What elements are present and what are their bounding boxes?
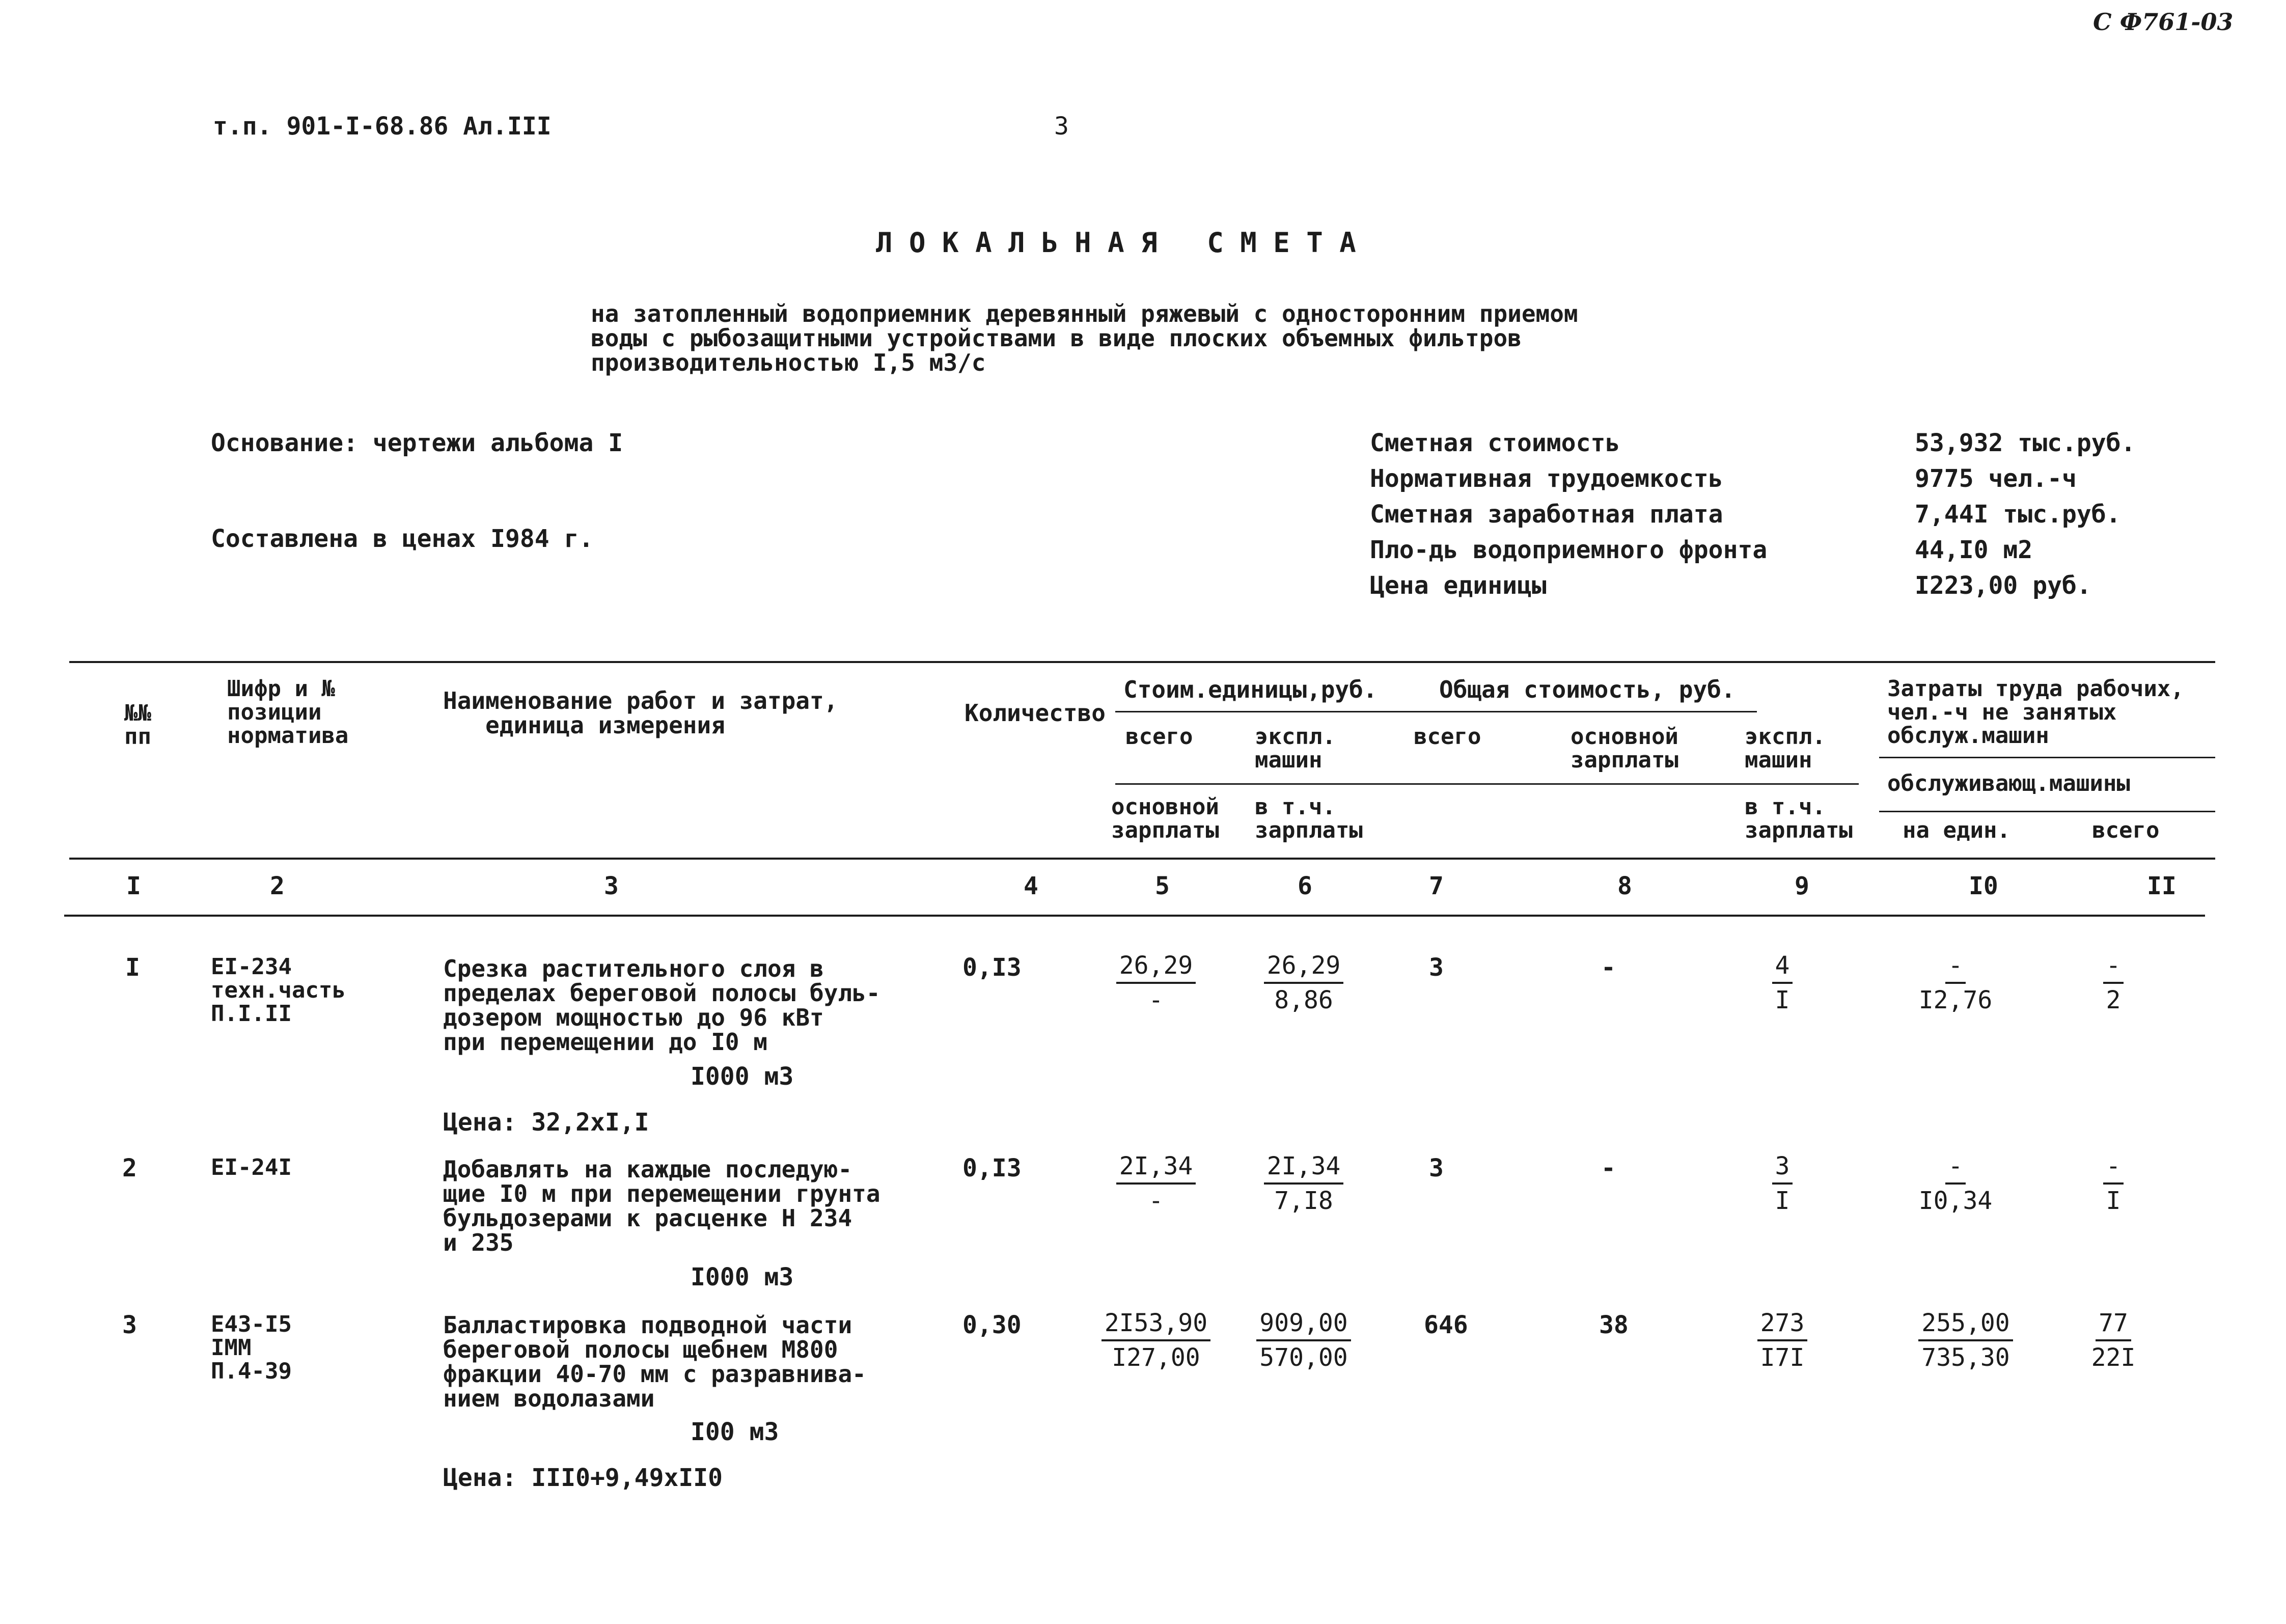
summary-label: Цена единицы xyxy=(1370,571,1547,600)
column-number: 5 xyxy=(1155,872,1170,900)
row-col5 xyxy=(1095,1307,1217,1374)
summary-value: 53,932 тыс.руб. xyxy=(1915,429,2136,457)
row-col9 xyxy=(1742,1307,1823,1374)
column-number: 9 xyxy=(1795,872,1809,900)
value-top: - xyxy=(2103,1150,2124,1185)
column-number: 2 xyxy=(270,872,285,900)
header-labor-sub: обслуживающ.машины xyxy=(1887,770,2130,796)
row-code: E43-I5 IMM П.4-39 xyxy=(211,1311,292,1384)
row-col6 xyxy=(1243,949,1365,1016)
column-number: 6 xyxy=(1298,872,1312,900)
page-number: 3 xyxy=(1054,112,1069,141)
row-price: Цена: 32,2хI,I xyxy=(443,1108,649,1137)
value-bottom: I0,34 xyxy=(1918,1187,1993,1215)
value-top: 255,00 xyxy=(1918,1307,2013,1341)
summary-label: Сметная стоимость xyxy=(1370,429,1620,457)
value-top: 26,29 xyxy=(1264,949,1344,984)
header-unit-cost: Стоим.единицы,руб. xyxy=(1123,676,1378,703)
row-col6 xyxy=(1243,1150,1365,1217)
value-bottom: 7,I8 xyxy=(1274,1187,1333,1215)
row-col11 xyxy=(2083,1307,2144,1374)
summary-value: I223,00 руб. xyxy=(1915,571,2091,600)
value-top: 77 xyxy=(2096,1307,2131,1341)
header-col6-incl: в т.ч. зарплаты xyxy=(1255,794,1363,843)
row-qty: 0,I3 xyxy=(962,953,1022,982)
row-unit: I000 м3 xyxy=(691,1263,794,1291)
row-col5 xyxy=(1095,1150,1217,1217)
summary-label: Нормативная трудоемкость xyxy=(1370,464,1723,493)
prices-year-text: Составлена в ценах I984 г. xyxy=(211,525,594,553)
value-top: 3 xyxy=(1772,1150,1793,1185)
header-qty: Количество xyxy=(965,699,1106,727)
value-top: 909,00 xyxy=(1256,1307,1351,1341)
basis-text: Основание: чертежи альбома I xyxy=(211,429,623,457)
row-col8: 38 xyxy=(1599,1311,1629,1339)
header-col5-wage: основной зарплаты xyxy=(1111,794,1219,843)
value-top: 2I,34 xyxy=(1116,1150,1196,1185)
row-price: Цена: III0+9,49хII0 xyxy=(443,1464,723,1492)
header-col8-wage: основной зарплаты xyxy=(1571,724,1678,773)
column-number: 4 xyxy=(1024,872,1038,900)
header-labor: Затраты труда рабочих, чел.-ч не занятых обслуж.машин xyxy=(1887,676,2184,749)
value-bottom: - xyxy=(1148,986,1164,1014)
document-code: т.п. 901-I-68.86 Ал.III xyxy=(213,112,552,141)
row-code: EI-234 техн.часть П.I.II xyxy=(211,954,346,1027)
row-name: Добавлять на каждые последую- щие I0 м при перемещении грунта бульдозерами к расценке Н 234 и 235 xyxy=(443,1155,880,1256)
row-qty: 0,30 xyxy=(962,1311,1022,1339)
header-col7-all: всего xyxy=(1414,724,1481,750)
value-top: - xyxy=(2103,949,2124,984)
header-rule-labor2 xyxy=(1879,811,2215,812)
value-top: 273 xyxy=(1757,1307,1808,1341)
row-col6 xyxy=(1243,1307,1365,1374)
row-col7: 3 xyxy=(1429,1154,1444,1182)
row-unit: I00 м3 xyxy=(691,1418,779,1446)
row-number: I xyxy=(125,953,140,982)
row-qty: 0,I3 xyxy=(962,1154,1022,1182)
column-numbers-rule xyxy=(64,915,2205,917)
header-name: Наименование работ и затрат, единица измерения xyxy=(443,687,838,739)
row-col10 xyxy=(1894,949,2017,1016)
column-number: II xyxy=(2147,872,2177,900)
value-top: - xyxy=(1945,949,1966,984)
header-code: Шифр и № позиции норматива xyxy=(227,676,349,749)
value-top: 2I53,90 xyxy=(1101,1307,1210,1341)
value-bottom: 2 xyxy=(2106,986,2121,1014)
row-col9 xyxy=(1752,949,1813,1016)
document-title: Л О К А Л Ь Н А Я С М Е Т А xyxy=(876,227,1356,259)
column-number: I0 xyxy=(1969,872,1998,900)
value-bottom: I xyxy=(1775,986,1790,1014)
corner-mark: С Ф761-03 xyxy=(2093,8,2234,36)
column-number: I xyxy=(126,872,141,900)
value-bottom: 22I xyxy=(2091,1343,2136,1372)
value-bottom: I27,00 xyxy=(1112,1343,1200,1372)
value-bottom: I xyxy=(2106,1187,2121,1215)
value-top: - xyxy=(1945,1150,1966,1185)
row-number: 2 xyxy=(122,1154,137,1182)
header-col11-all: всего xyxy=(2092,817,2160,843)
table-top-rule xyxy=(69,661,2215,663)
row-col8: - xyxy=(1601,1154,1616,1182)
row-number: 3 xyxy=(122,1311,137,1339)
row-col5 xyxy=(1095,949,1217,1016)
row-name: Срезка растительного слоя в пределах береговой полосы буль- дозером мощностью до 96 кВт при перемещении до I0 м xyxy=(443,955,880,1056)
row-col10 xyxy=(1905,1307,2027,1374)
summary-value: 44,I0 м2 xyxy=(1915,536,2033,564)
row-col8: - xyxy=(1601,953,1616,982)
row-col7: 646 xyxy=(1424,1311,1468,1339)
document-subtitle: на затопленный водоприемник деревянный ряжевый с односторонним приемом воды с рыбозащитными устройствами в виде плоских объемных фильтров производительностью I,5 м3/с xyxy=(591,300,1578,376)
header-rule-cost xyxy=(1115,711,1757,712)
header-col6-mach: экспл. машин xyxy=(1255,724,1336,773)
header-bottom-rule xyxy=(69,858,2215,860)
header-rule-labor xyxy=(1879,757,2215,758)
summary-value: 7,44I тыс.руб. xyxy=(1915,500,2121,529)
row-col10 xyxy=(1894,1150,2017,1217)
value-bottom: I xyxy=(1775,1187,1790,1215)
row-name: Балластировка подводной части береговой полосы щебнем М800 фракции 40-70 мм с разравнива- нием водолазами xyxy=(443,1311,866,1412)
summary-label: Пло-дь водоприемного фронта xyxy=(1370,536,1768,564)
column-number: 3 xyxy=(604,872,619,900)
summary-value: 9775 чел.-ч xyxy=(1915,464,2077,493)
row-col7: 3 xyxy=(1429,953,1444,982)
value-top: 26,29 xyxy=(1116,949,1196,984)
value-top: 2I,34 xyxy=(1264,1150,1344,1185)
header-rule-sub xyxy=(1115,783,1859,785)
header-total-cost: Общая стоимость, руб. xyxy=(1439,676,1736,703)
value-bottom: 570,00 xyxy=(1259,1343,1348,1372)
row-unit: I000 м3 xyxy=(691,1062,794,1091)
column-number: 7 xyxy=(1429,872,1444,900)
row-col11 xyxy=(2088,1150,2139,1217)
header-col5-all: всего xyxy=(1125,724,1193,750)
row-col11 xyxy=(2088,949,2139,1016)
value-bottom: - xyxy=(1148,1187,1164,1215)
value-bottom: 8,86 xyxy=(1274,986,1333,1014)
summary-label: Сметная заработная плата xyxy=(1370,500,1723,529)
value-bottom: I2,76 xyxy=(1918,986,1993,1014)
column-number: 8 xyxy=(1617,872,1632,900)
header-col9-incl: в т.ч. зарплаты xyxy=(1745,794,1853,843)
header-col9-mach: экспл. машин xyxy=(1745,724,1826,773)
header-per-unit: на един. xyxy=(1903,817,2010,843)
header-num: №№ пп xyxy=(124,700,151,750)
row-col9 xyxy=(1752,1150,1813,1217)
value-bottom: 735,30 xyxy=(1921,1343,2010,1372)
value-bottom: I7I xyxy=(1760,1343,1805,1372)
row-code: EI-24I xyxy=(211,1154,292,1180)
value-top: 4 xyxy=(1772,949,1793,984)
